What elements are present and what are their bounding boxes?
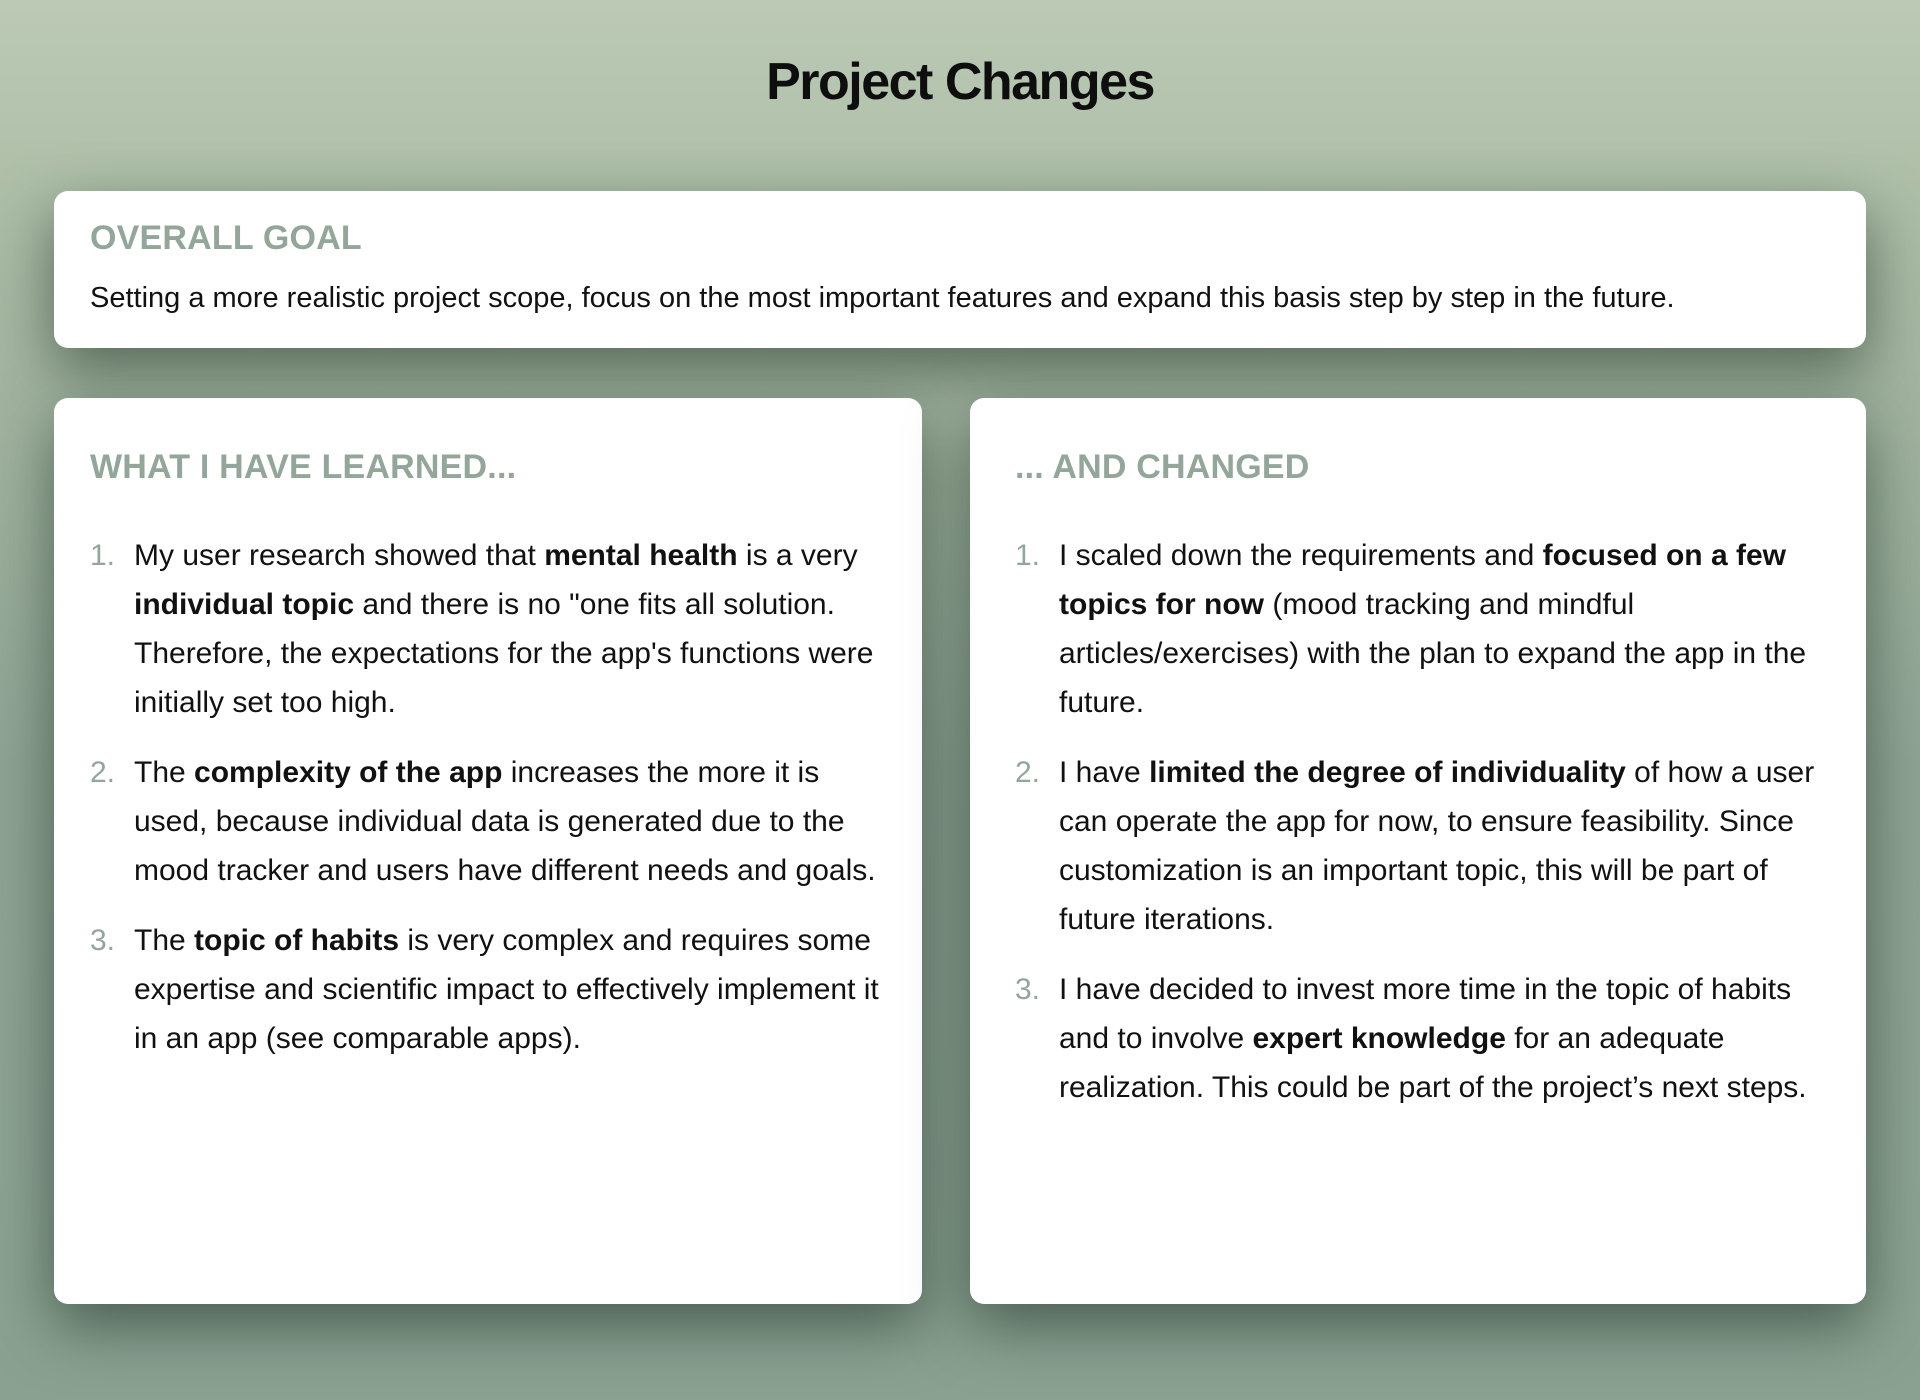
item-emphasis: complexity of the app [194,756,503,789]
item-text: I scaled down the requirements and [1059,539,1543,572]
list-number: 2. [1015,756,1041,789]
item-emphasis: individual topic [134,588,355,621]
changed-card [970,398,1866,1304]
changed-heading: ... AND CHANGED [1015,448,1310,486]
changed-item-1 [1015,531,1830,727]
learned-item-2 [90,748,886,895]
changed-item-2 [1015,748,1830,944]
item-text: (mood tracking and mindful articles/exercises) with the plan to expand the app in the future. [1059,588,1807,719]
changed-list [1015,531,1830,1112]
learned-item-3 [90,916,886,1063]
item-text: of how a user can operate the app for now, to ensure feasibility. Since customization is an important topic, this will be part of future iterations. [1059,756,1815,936]
item-text: for an adequate realization. This could be part of the project’s next steps. [1059,1022,1807,1104]
item-text: I have [1059,756,1150,789]
learned-item-1 [90,531,886,727]
learned-heading: WHAT I HAVE LEARNED... [90,448,517,486]
page-title: Project Changes [766,53,1154,111]
overall-goal-text: Setting a more realistic project scope, focus on the most important features and expand this basis step by step in the future. [90,282,1675,314]
overall-goal-card [54,191,1866,348]
list-number: 3. [90,924,116,957]
overall-goal-heading: OVERALL GOAL [90,219,362,257]
list-number: 2. [90,756,116,789]
item-text: increases the more it is used, because individual data is generated due to the mood tracker and users have different needs and goals. [134,756,876,887]
learned-list [90,531,886,1063]
item-text: and there is no "one fits all solution. Therefore, the expectations for the app's functions were initially set too high. [134,588,874,719]
list-number: 3. [1015,973,1041,1006]
list-number: 1. [1015,539,1041,572]
list-number: 1. [90,539,116,572]
item-text: is very complex and requires some expertise and scientific impact to effectively implement it in an app (see comparable apps). [134,924,879,1055]
item-text: The [134,756,195,789]
changed-item-3 [1015,965,1830,1112]
item-text: The [134,924,195,957]
item-text: My user research showed that [134,539,545,572]
learned-card [54,398,922,1304]
item-emphasis: expert knowledge [1252,1022,1506,1055]
item-emphasis: topic of habits [194,924,400,957]
item-emphasis: focused on a few topics for now [1059,539,1786,621]
item-emphasis: mental health [544,539,738,572]
item-text: I have decided to invest more time in the topic of habits and to involve [1059,973,1792,1055]
item-emphasis: limited the degree of individuality [1149,756,1626,789]
item-text: is a very [737,539,858,572]
